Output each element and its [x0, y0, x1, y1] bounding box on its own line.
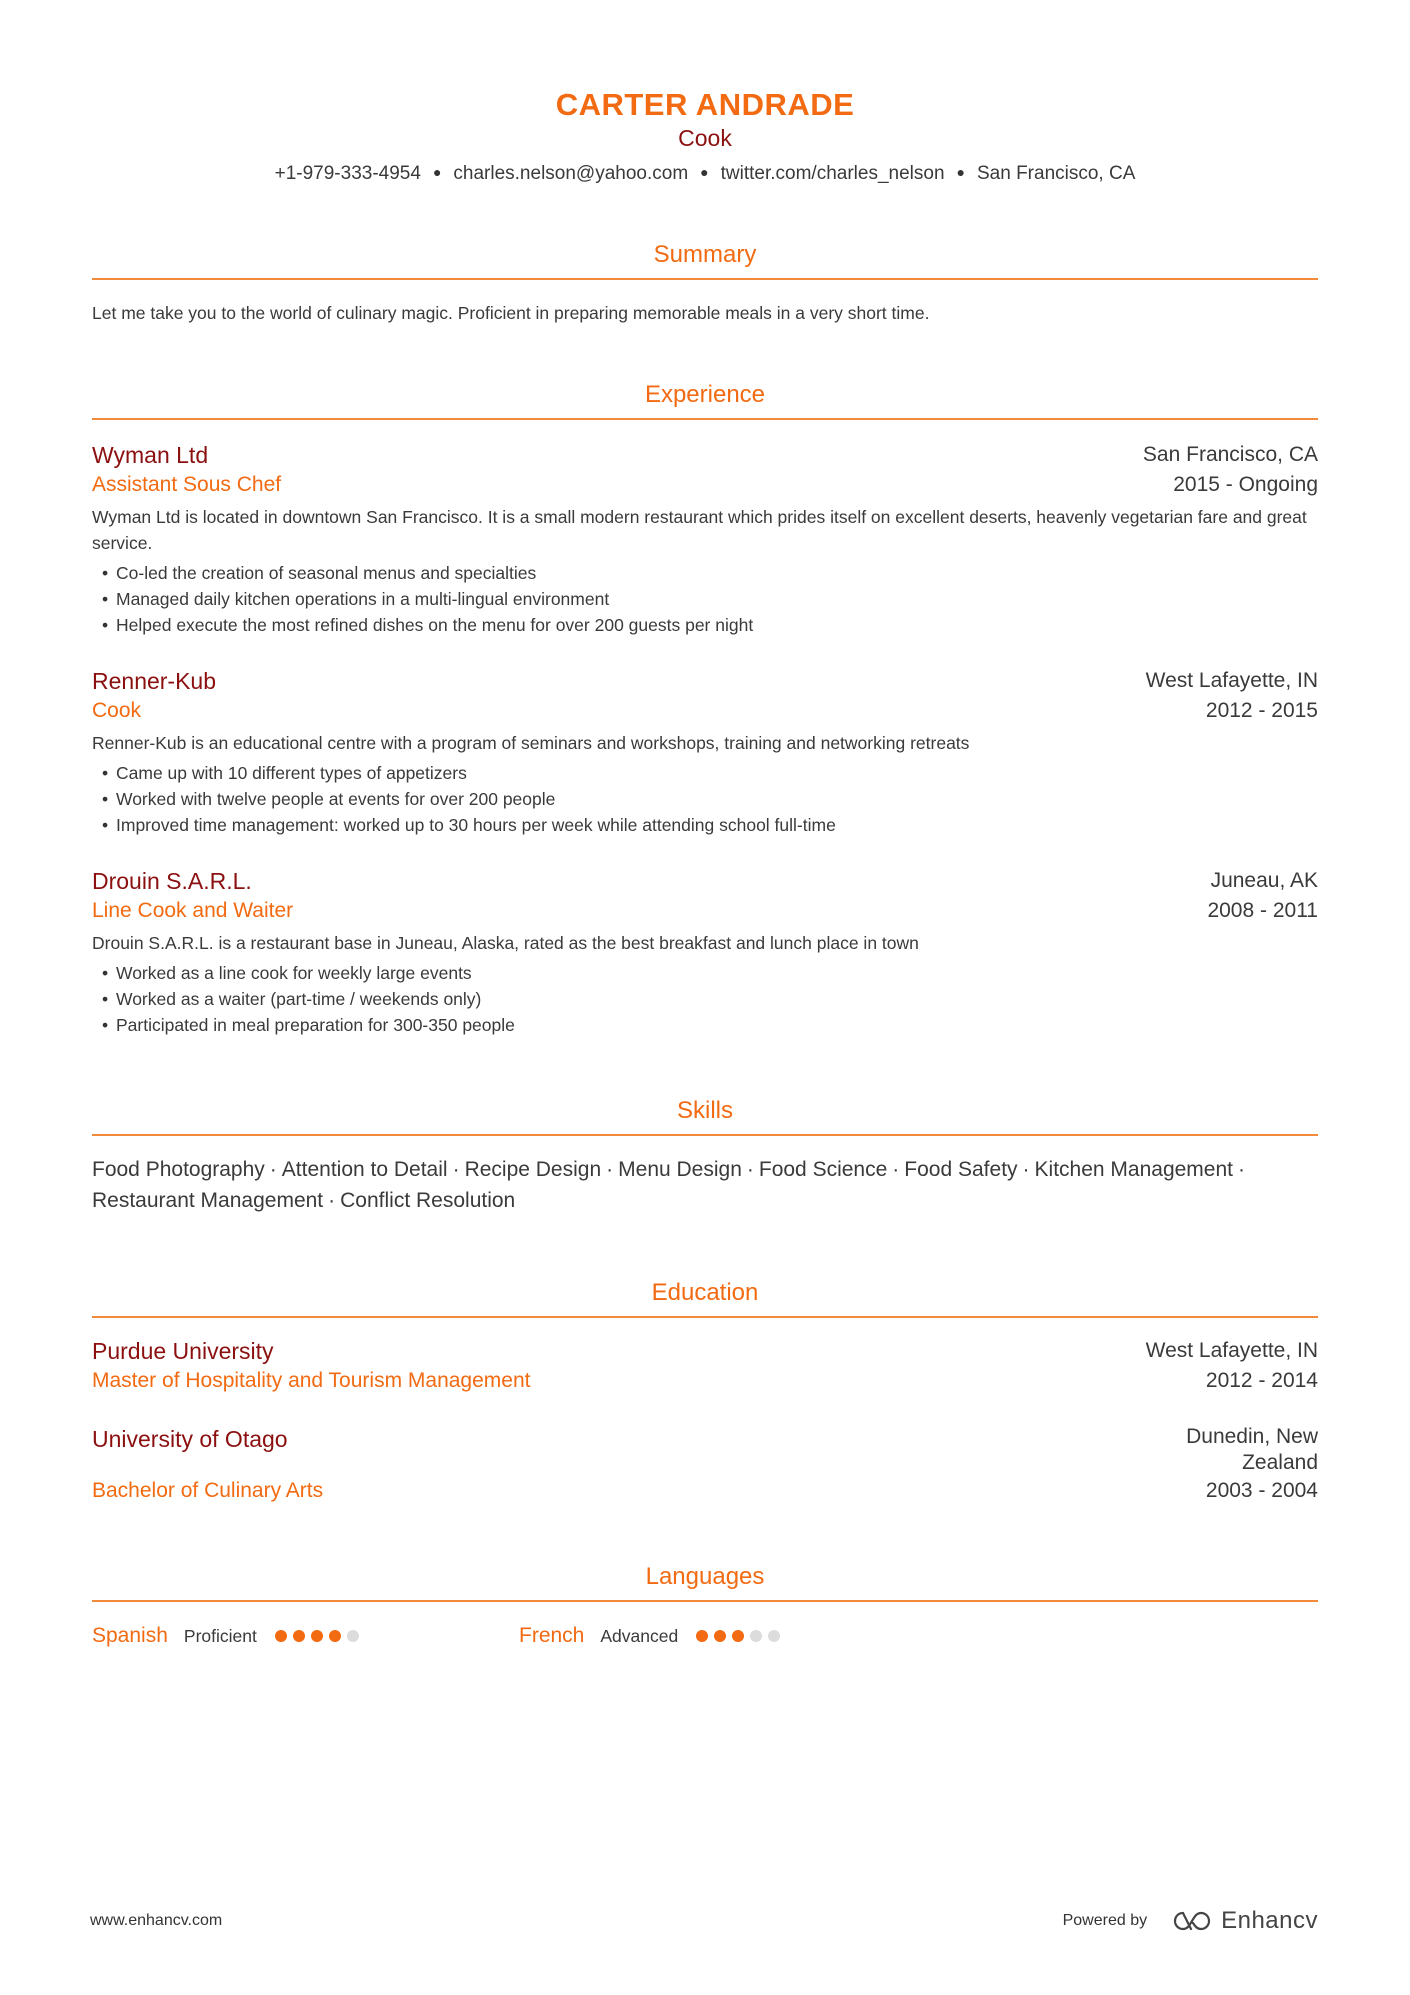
separator-dot: ● [700, 164, 709, 180]
enhancv-logo[interactable] [1173, 1907, 1318, 1935]
job-entry [92, 866, 1318, 1038]
education-entry [92, 1424, 1318, 1506]
job-bullets [92, 760, 1318, 838]
job-description: Renner-Kub is an educational centre with a program of seminars and workshops, training and networking retreats [92, 733, 970, 753]
education-dates: 2003 - 2004 [1205, 1479, 1318, 1502]
skill-item: Recipe Design [464, 1158, 602, 1181]
rating-dot-empty [768, 1630, 780, 1642]
job-role: Assistant Sous Chef [92, 473, 282, 496]
summary-section [92, 240, 1318, 326]
footer [90, 1907, 1318, 1935]
phone: +1-979-333-4954 [274, 163, 421, 184]
enhancv-logo-icon [1173, 1910, 1211, 1932]
language-level: Proficient [183, 1626, 257, 1646]
job-entry [92, 666, 1318, 838]
skills-section [92, 1096, 1318, 1216]
summary-text: Let me take you to the world of culinary magic. Proficient in preparing memorable meals in a very short time. [92, 303, 930, 323]
section-heading: Education [92, 1278, 1318, 1318]
language-name: Spanish [92, 1624, 168, 1647]
location: San Francisco, CA [976, 163, 1136, 184]
school-location-line: Zealand [1242, 1451, 1318, 1474]
bullet-item: • Participated in meal preparation for 300-350 people [102, 1012, 1318, 1038]
language-name: French [519, 1624, 585, 1647]
education-dates: 2012 - 2014 [1205, 1369, 1318, 1392]
skill-item: Kitchen Management [1034, 1158, 1233, 1181]
job-role: Cook [92, 699, 142, 722]
skill-item: Food Science [758, 1158, 888, 1181]
job-entry [92, 440, 1318, 638]
rating-dot-filled [714, 1630, 726, 1642]
job-location: West Lafayette, IN [1145, 669, 1318, 692]
powered-by-label: Powered by [1062, 1912, 1148, 1929]
education-section [92, 1278, 1318, 1506]
job-dates: 2008 - 2011 [1207, 899, 1318, 922]
job-bullets [92, 960, 1318, 1038]
job-bullets [92, 560, 1318, 638]
job-dates: 2015 - Ongoing [1173, 473, 1318, 496]
rating-dot-filled [329, 1630, 341, 1642]
school-name: Purdue University [92, 1338, 274, 1364]
language-rating [696, 1630, 786, 1642]
section-heading: Summary [92, 240, 1318, 280]
rating-dot-filled [311, 1630, 323, 1642]
section-heading: Experience [92, 380, 1318, 420]
job-location: Juneau, AK [1210, 869, 1318, 892]
skill-item: Conflict Resolution [340, 1189, 516, 1212]
bullet-item: • Came up with 10 different types of appetizers [102, 760, 1318, 786]
school-name: University of Otago [92, 1426, 288, 1452]
separator-dot: ● [956, 164, 965, 180]
footer-branding [1063, 1907, 1318, 1935]
skill-item: Restaurant Management [92, 1189, 324, 1212]
skill-item: Menu Design [618, 1158, 742, 1181]
school-location [1186, 1424, 1318, 1476]
job-role: Line Cook and Waiter [92, 899, 294, 922]
job-description: Drouin S.A.R.L. is a restaurant base in Juneau, Alaska, rated as the best breakfast and lunch place in town [92, 933, 919, 953]
candidate-name: CARTER ANDRADE [555, 87, 855, 122]
languages-list [92, 1622, 1318, 1650]
rating-dot-empty [750, 1630, 762, 1642]
rating-dot-filled [732, 1630, 744, 1642]
company-name: Renner-Kub [92, 668, 217, 694]
twitter-link[interactable]: twitter.com/charles_nelson [720, 163, 945, 184]
school-location-line: Dunedin, New [1186, 1425, 1318, 1448]
section-heading: Skills [92, 1096, 1318, 1136]
section-heading: Languages [92, 1562, 1318, 1602]
contact-line [92, 160, 1318, 186]
language-rating [275, 1630, 365, 1642]
language-item [92, 1622, 519, 1650]
language-level: Advanced [600, 1626, 679, 1646]
skill-item: Attention to Detail [281, 1158, 448, 1181]
education-entry [92, 1336, 1318, 1396]
separator-dot: ● [432, 164, 442, 180]
skill-item: Food Photography [92, 1158, 265, 1181]
job-dates: 2012 - 2015 [1205, 699, 1318, 722]
email[interactable]: charles.nelson@yahoo.com [453, 163, 689, 184]
degree: Bachelor of Culinary Arts [92, 1479, 324, 1502]
bullet-item: • Worked with twelve people at events for over 200 people [102, 786, 1318, 812]
resume-header [92, 0, 1318, 186]
company-name: Drouin S.A.R.L. [92, 868, 252, 894]
footer-url[interactable]: www.enhancv.com [90, 1912, 223, 1929]
experience-section [92, 380, 1318, 1038]
bullet-item: • Co-led the creation of seasonal menus and specialties [102, 560, 1318, 586]
bullet-item: • Managed daily kitchen operations in a multi-lingual environment [102, 586, 1318, 612]
candidate-title: Cook [678, 125, 732, 151]
skills-list: Food Photography · Attention to Detail · Recipe Design · Menu Design · Food Science · Food Safety · Kitchen Management · Restaurant Management · Conflict Resolution [92, 1158, 1245, 1212]
job-description: Wyman Ltd is located in downtown San Francisco. It is a small modern restaurant which prides itself on excellent deserts, heavenly vegetarian fare and great service. [92, 507, 1307, 553]
bullet-item: • Worked as a line cook for weekly large events [102, 960, 1318, 986]
skill-item: Food Safety [904, 1158, 1018, 1181]
school-location: West Lafayette, IN [1145, 1339, 1318, 1362]
rating-dot-filled [696, 1630, 708, 1642]
brand-name: Enhancv [1221, 1907, 1318, 1934]
job-location: San Francisco, CA [1142, 443, 1318, 466]
bullet-item: • Improved time management: worked up to 30 hours per week while attending school full-time [102, 812, 1318, 838]
language-item [519, 1622, 946, 1650]
languages-section [92, 1562, 1318, 1650]
bullet-item: • Helped execute the most refined dishes on the menu for over 200 guests per night [102, 612, 1318, 638]
company-name: Wyman Ltd [92, 442, 209, 468]
bullet-item: • Worked as a waiter (part-time / weekends only) [102, 986, 1318, 1012]
rating-dot-filled [293, 1630, 305, 1642]
rating-dot-empty [347, 1630, 359, 1642]
rating-dot-filled [275, 1630, 287, 1642]
degree: Master of Hospitality and Tourism Management [92, 1369, 531, 1392]
